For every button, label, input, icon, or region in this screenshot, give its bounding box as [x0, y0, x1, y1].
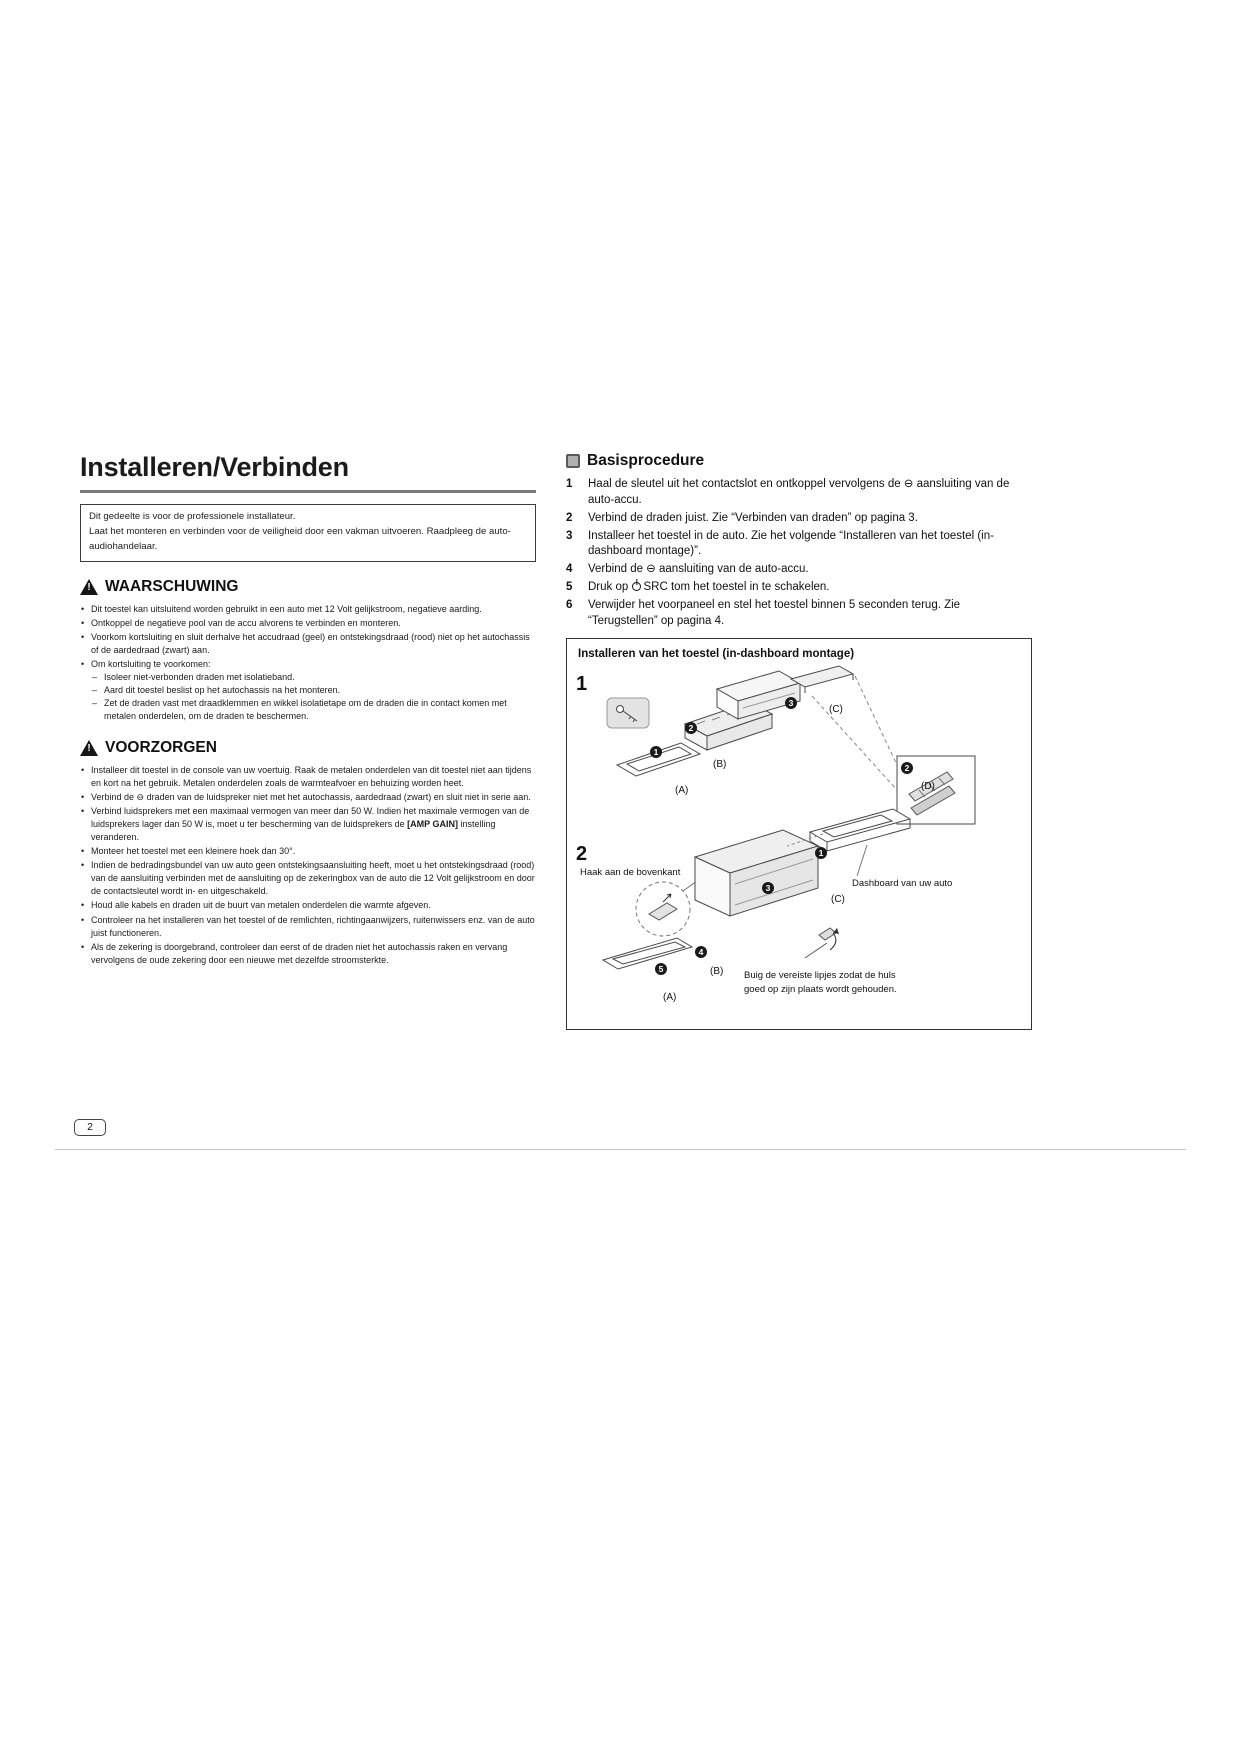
svg-text:3: 3 — [788, 698, 794, 709]
caution-list — [80, 764, 536, 967]
installation-diagram — [567, 662, 1031, 1018]
title-rule — [80, 490, 536, 493]
basic-procedure-heading — [566, 452, 1032, 470]
circled-number-3 — [785, 697, 797, 709]
bend-label-line2: goed op zijn plaats wordt gehouden. — [744, 984, 897, 996]
step-number: 3 — [566, 529, 573, 542]
warning-exclaim: ! — [87, 581, 91, 593]
installer-note-box — [80, 504, 536, 562]
warning-subitem: – Aard dit toestel beslist op het autochassis na het monteren. — [91, 684, 536, 697]
amp-gain-label: [AMP GAIN] — [407, 819, 458, 830]
warning-heading — [80, 578, 536, 596]
page-number: 2 — [87, 1121, 93, 1133]
procedure-step — [566, 580, 1032, 596]
svg-text:1: 1 — [818, 848, 824, 859]
step-number: 4 — [566, 563, 573, 576]
installer-note-line: Dit gedeelte is voor de professionele installateur. — [89, 511, 296, 522]
callout-a: (A) — [675, 785, 689, 797]
warning-list — [80, 603, 536, 723]
step-text: Verwijder het voorpaneel en stel het toestel binnen 5 seconden terug. Zie “Terugstellen” op pagina 4. — [588, 599, 961, 627]
circled-number-1 — [815, 847, 827, 859]
step-text: Installeer het toestel in de auto. Zie het volgende “Installeren van het toestel (in-dashboard montage)”. — [588, 529, 994, 558]
key-hand-icon — [607, 698, 649, 728]
circled-number-5 — [655, 963, 667, 975]
caution-item: • Als de zekering is doorgebrand, controleer dan eerst of de draden niet het autochassis raken en vervang vervolgens de oude zekering door een nieuwe met dezelfde stroomsterkte. — [80, 941, 536, 967]
circled-number-3 — [762, 882, 774, 894]
leader-dashed-line — [855, 676, 897, 765]
step-text — [588, 580, 1032, 596]
svg-text:2: 2 — [688, 723, 694, 734]
warning-item: • Dit toestel kan uitsluitend worden gebruikt in een auto met 12 Volt gelijkstroom, negatieve aarding. — [80, 603, 536, 616]
circled-number-2 — [901, 762, 913, 774]
svg-text:1: 1 — [653, 747, 659, 758]
warning-heading-label: WAARSCHUWING — [105, 577, 239, 595]
procedure-step — [566, 529, 1032, 560]
unit-assembly-step2 — [695, 830, 818, 916]
bend-tab-detail — [805, 928, 839, 958]
callout-d: (D) — [921, 781, 935, 793]
step-text: Verbind de draden juist. Zie “Verbinden van draden” op pagina 3. — [588, 511, 918, 524]
procedure-step — [566, 477, 1032, 508]
warning-sublist — [91, 671, 536, 723]
figure-title: Installeren van het toestel (in-dashboard montage) — [578, 648, 855, 661]
warning-subitem: – Zet de draden vast met draadklemmen en wikkel isolatietape om de draden die in contact komen met metalen onderdelen, om de draden te beschermen. — [91, 697, 536, 723]
fig-step2-number: 2 — [576, 843, 588, 866]
caution-item: • Installeer dit toestel in de console van uw voertuig. Raak de metalen onderdelen van dit toestel niet aan tijdens en kort na het gebruik. Metalen onderdelen zoals de warmteafvoer en behuizing worden heet. — [80, 764, 536, 790]
page-title: Installeren/Verbinden — [80, 452, 349, 482]
footer-divider — [55, 1149, 1186, 1150]
warning-item: • Voorkom kortsluiting en sluit derhalve het accudraad (geel) en ontstekingsdraad (rood) niet op het autochassis of de aardedraad (zwart) aan. — [80, 631, 536, 657]
circled-number-1 — [650, 746, 662, 758]
warning-item — [80, 658, 536, 723]
section-square-icon — [566, 454, 580, 468]
installation-figure — [566, 638, 1032, 1030]
circled-number-4 — [695, 946, 707, 958]
svg-text:2: 2 — [904, 763, 910, 774]
page-number-badge — [74, 1119, 106, 1136]
dashboard-illustration — [810, 809, 910, 876]
caution-item-text: Verbind luidsprekers met een maximaal vermogen van meer dan 50 W. Indien het maximale vermogen van de luidsprekers lager dan 50 W is, moet u ter bescherming van de luidsprekers de — [91, 806, 530, 830]
hook-label: Haak aan de bovenkant — [580, 867, 681, 879]
callout-b: (B) — [710, 966, 724, 978]
warning-item: • Ontkoppel de negatieve pool van de accu alvorens te verbinden en monteren. — [80, 617, 536, 630]
svg-text:3: 3 — [765, 883, 771, 894]
fig-step2 — [576, 809, 952, 1003]
step-number: 5 — [566, 581, 573, 594]
trim-plate-step2 — [603, 938, 692, 969]
warning-item-text: Om kortsluiting te voorkomen: — [91, 658, 211, 669]
callout-c: (C) — [829, 704, 843, 716]
step-text: Verbind de ⊖ aansluiting van de auto-accu. — [588, 563, 809, 576]
caution-item: • Controleer na het installeren van het toestel of de remlichten, richtingaanwijzers, ruitenwissers enz. van de auto juist functioneren. — [80, 914, 536, 940]
caution-item: • Indien de bedradingsbundel van uw auto geen ontstekingsaansluiting heeft, moet u het ontstekingsdraad (rood) van de aansluiting verbinden met de aansluiting op de zekeringbox van de auto die 12 Volt gelijkstroom en door de contactsleutel wordt in- en uitgeschakeld. — [80, 859, 536, 898]
step-text: Haal de sleutel uit het contactslot en ontkoppel vervolgens de ⊖ aansluiting van de auto-accu. — [588, 478, 1010, 506]
caution-item: • Monteer het toestel met een kleinere hoek dan 30°. — [80, 845, 536, 858]
warning-exclaim: ! — [87, 743, 91, 754]
installer-note-line: Laat het monteren en verbinden voor de veiligheid door een vakman uitvoeren. Raadpleeg de auto-audiohandelaar. — [89, 525, 511, 552]
step-text-post: SRC tom het toestel in te schakelen. — [643, 581, 830, 594]
dashboard-label: Dashboard van uw auto — [852, 878, 953, 890]
procedure-step — [566, 598, 1032, 629]
head-unit-step1 — [717, 671, 800, 719]
warning-triangle-icon — [80, 579, 98, 595]
caution-item — [80, 805, 536, 844]
right-column — [566, 452, 1032, 1030]
callout-c: (C) — [831, 894, 845, 906]
left-column — [80, 452, 536, 968]
callout-b: (B) — [713, 759, 727, 771]
svg-text:4: 4 — [698, 947, 704, 958]
caution-heading — [80, 739, 536, 757]
fig-step1 — [576, 666, 975, 824]
leader-dashed-line — [812, 696, 897, 790]
power-icon — [632, 582, 641, 591]
warning-subitem: – Isoleer niet-verbonden draden met isolatieband. — [91, 671, 536, 684]
callout-a: (A) — [663, 992, 677, 1004]
step-number: 2 — [566, 511, 573, 524]
basic-procedure-heading-label: Basisprocedure — [587, 452, 705, 469]
caution-heading-label: VOORZORGEN — [105, 739, 217, 756]
procedure-step — [566, 562, 1032, 578]
warning-triangle-icon — [80, 740, 98, 756]
procedure-step — [566, 511, 1032, 527]
step-number: 6 — [566, 599, 573, 612]
fig-step1-number: 1 — [576, 673, 588, 696]
caution-item: • Houd alle kabels en draden uit de buurt van metalen onderdelen die warmte afgeven. — [80, 899, 536, 912]
step-text-pre: Druk op — [588, 581, 632, 594]
caution-item: • Verbind de ⊖ draden van de luidspreker niet met het autochassis, aardedraad (zwart) en sluit niet in serie aan. — [80, 791, 536, 804]
step-number: 1 — [566, 478, 573, 490]
circled-number-2 — [685, 722, 697, 734]
basic-procedure-steps — [566, 477, 1032, 629]
bend-label-line1: Buig de vereiste lipjes zodat de huls — [744, 970, 896, 982]
caution-item-text: instelling veranderen. — [91, 819, 496, 843]
svg-text:5: 5 — [658, 964, 664, 975]
